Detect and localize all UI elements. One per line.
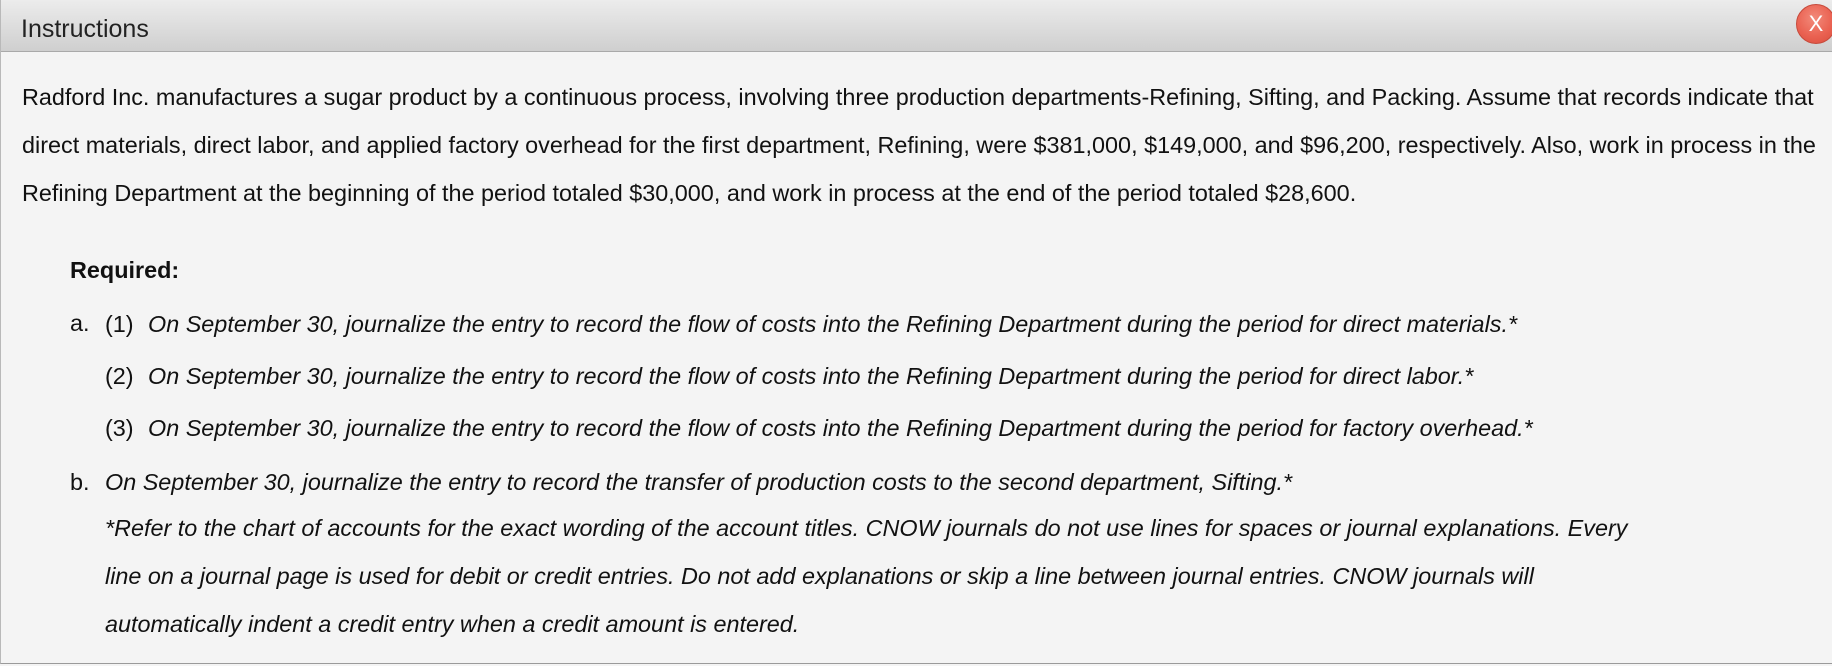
problem-statement: Radford Inc. manufactures a sugar product by a continuous process, involving three production departments-Refining, Sifting, and Packing. Assume that records indicate that direct materials, direct labor, and applied factory overhead for the first department, Refining, were $381,000, $149,000, and $96,200, respectively. Also, work in process in the Refining Department at the beginning of the period totaled $30,000, and work in process at the end of the period totaled $28,600. xyxy=(22,84,1816,206)
close-icon: X xyxy=(1808,11,1824,36)
requirement-a2-text: On September 30, journalize the entry to record the flow of costs into the Refining Department during the period for direct labor.* xyxy=(148,363,1474,389)
requirement-b-marker: b. xyxy=(70,469,90,495)
dialog-titlebar xyxy=(1,0,1832,52)
requirement-a-marker: a. xyxy=(70,310,90,336)
requirement-a2-marker: (2) xyxy=(105,363,134,389)
requirement-a1-marker: (1) xyxy=(105,311,134,337)
journal-note: *Refer to the chart of accounts for the exact wording of the account titles. CNOW journals do not use lines for spaces or journal explanations. Every line on a journal page is used for debit or credit entries. Do not add explanations or skip a line between journal entries. CNOW journals will automatically indent a credit entry when a credit amount is entered. xyxy=(105,515,1628,637)
dialog-title: Instructions xyxy=(21,15,149,43)
requirement-a1-text: On September 30, journalize the entry to record the flow of costs into the Refining Department during the period for direct materials.* xyxy=(148,311,1518,337)
requirement-a3-text: On September 30, journalize the entry to record the flow of costs into the Refining Department during the period for factory overhead.* xyxy=(148,415,1533,441)
close-button[interactable] xyxy=(1796,4,1832,44)
required-heading: Required: xyxy=(70,257,180,283)
requirement-a3-marker: (3) xyxy=(105,415,134,441)
instructions-content xyxy=(1,52,1832,664)
requirement-b-text: On September 30, journalize the entry to record the transfer of production costs to the second department, Sifting.* xyxy=(105,469,1293,495)
